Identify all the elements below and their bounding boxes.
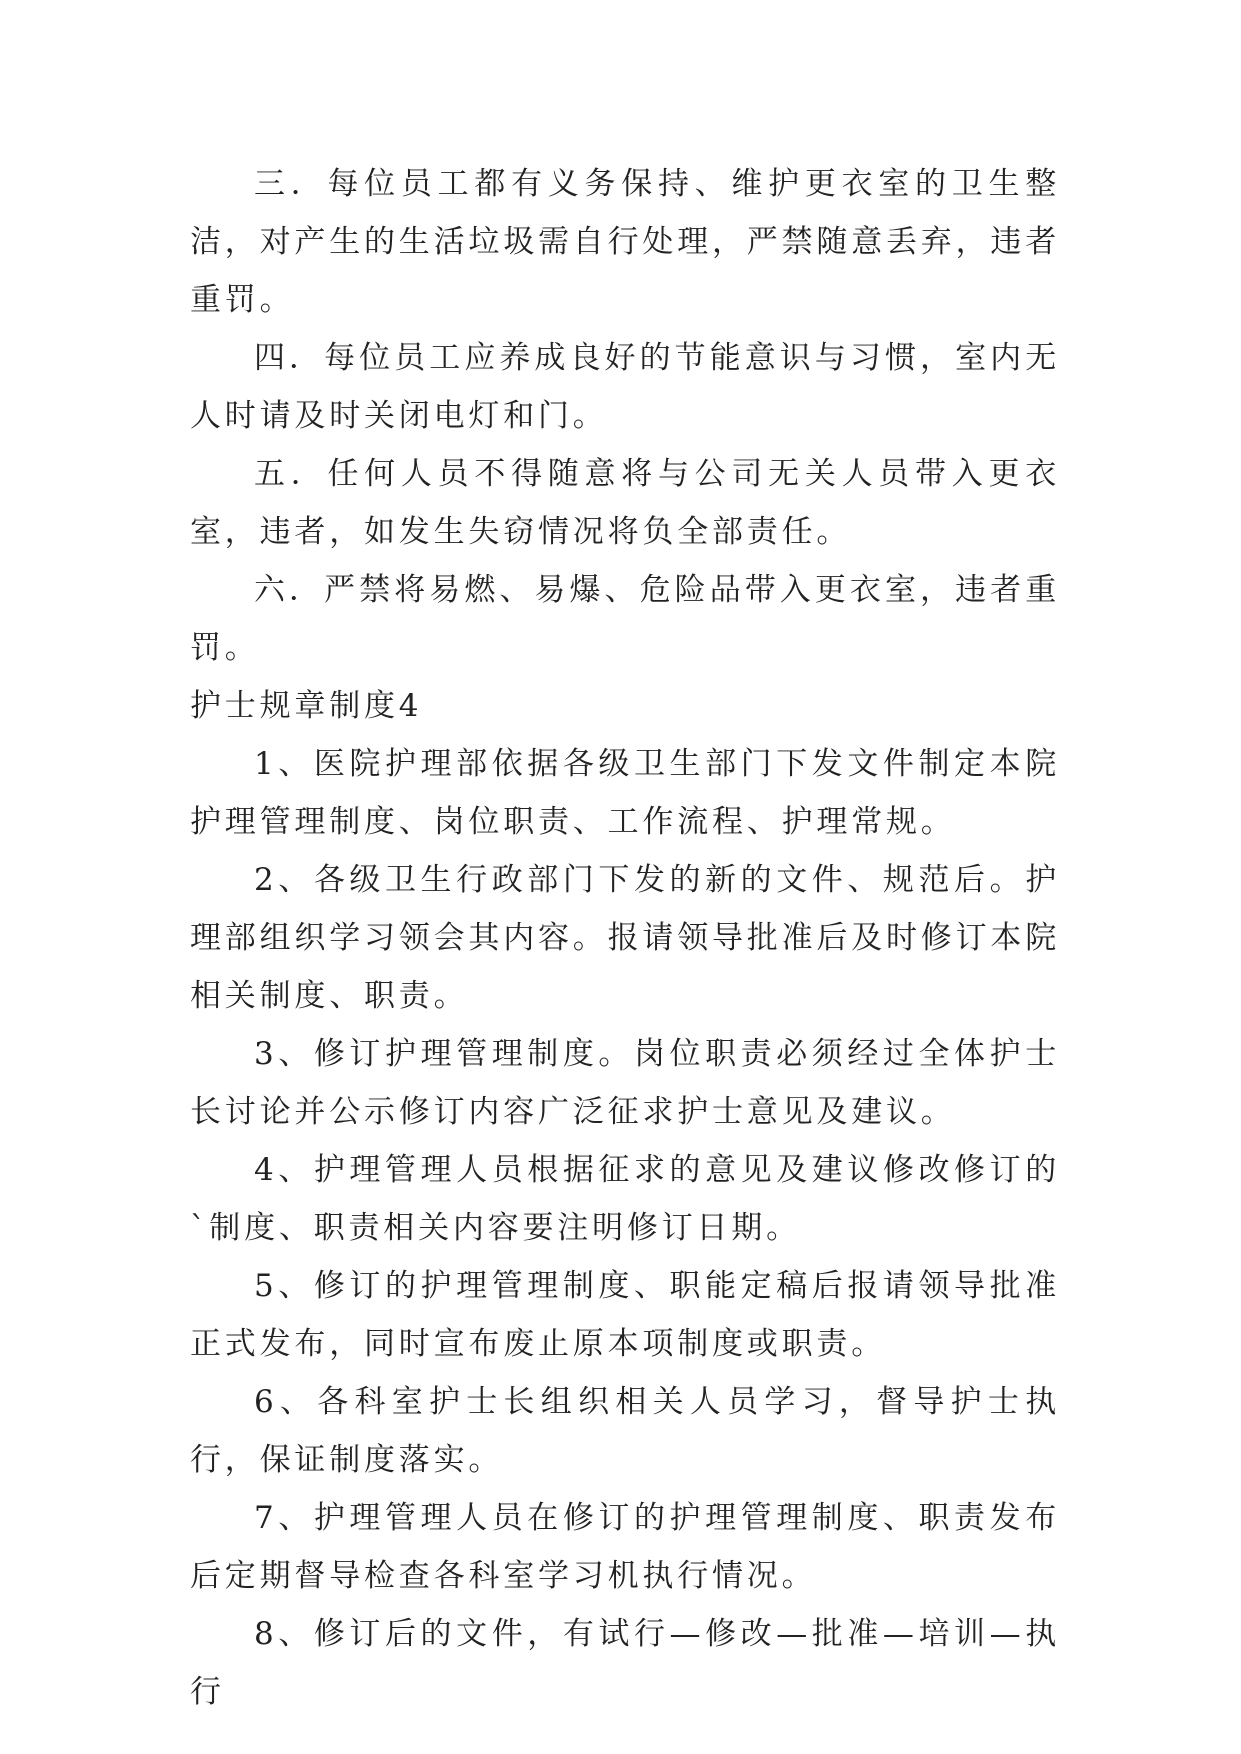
paragraph-item-1: 1、医院护理部依据各级卫生部门下发文件制定本院护理管理制度、岗位职责、工作流程、护理常规。 — [190, 746, 1060, 840]
paragraph-item-2: 2、各级卫生行政部门下发的新的文件、规范后。护理部组织学习领会其内容。报请领导批准后及时修订本院相关制度、职责。 — [190, 862, 1060, 1014]
paragraph-item-7: 7、护理管理人员在修订的护理管理制度、职责发布后定期督导检查各科室学习机执行情况。 — [190, 1500, 1060, 1594]
paragraph-item-5: 5、修订的护理管理制度、职能定稿后报请领导批准正式发布，同时宣布废止原本项制度或职责。 — [190, 1268, 1060, 1362]
paragraph-rule-5: 五．任何人员不得随意将与公司无关人员带入更衣室，违者，如发生失窃情况将负全部责任。 — [190, 456, 1060, 550]
document-body — [190, 155, 1060, 1721]
paragraph-rule-6: 六．严禁将易燃、易爆、危险品带入更衣室，违者重罚。 — [190, 572, 1060, 666]
paragraph-item-4: 4、护理管理人员根据征求的意见及建议修改修订的`制度、职责相关内容要注明修订日期。 — [190, 1152, 1060, 1246]
paragraph-item-3: 3、修订护理管理制度。岗位职责必须经过全体护士长讨论并公示修订内容广泛征求护士意见及建议。 — [190, 1036, 1060, 1130]
paragraph-item-8: 8、修订后的文件，有试行—修改—批准—培训—执行 — [190, 1616, 1060, 1710]
paragraph-rule-3: 三．每位员工都有义务保持、维护更衣室的卫生整洁，对产生的生活垃圾需自行处理，严禁随意丢弃，违者重罚。 — [190, 166, 1060, 318]
paragraph-item-6: 6、各科室护士长组织相关人员学习，督导护士执行，保证制度落实。 — [190, 1384, 1060, 1478]
section-heading: 护士规章制度4 — [190, 688, 423, 724]
paragraph-rule-4: 四．每位员工应养成良好的节能意识与习惯，室内无人时请及时关闭电灯和门。 — [190, 340, 1060, 434]
